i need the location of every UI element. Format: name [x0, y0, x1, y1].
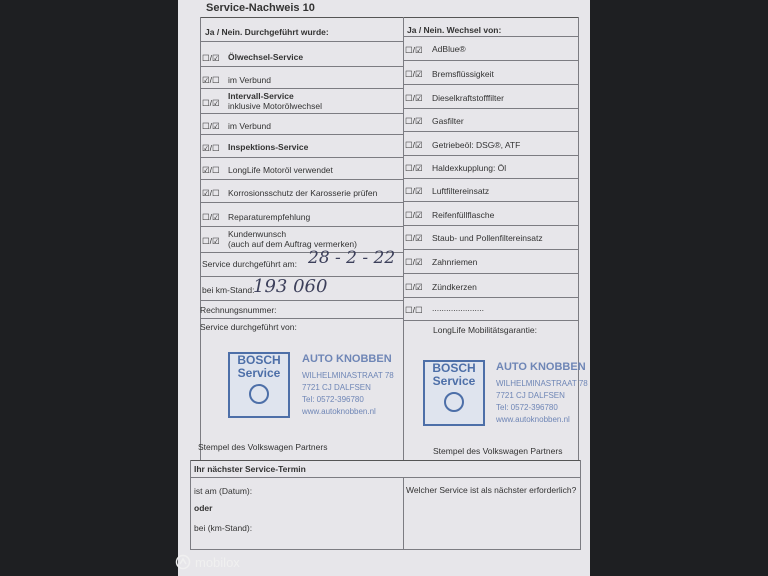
next-mileage-label: bei (km-Stand):: [194, 523, 253, 533]
timing-belt-label: Zahnriemen: [432, 257, 478, 267]
row-rule: [403, 297, 578, 298]
checkbox-yes-no[interactable]: ☐/☑: [202, 212, 220, 222]
or-label: oder: [194, 503, 213, 513]
inspection-service-label: Inspektions-Service: [228, 142, 309, 152]
next-service-question: Welcher Service ist als nächster erforderlich?: [406, 485, 577, 495]
checkbox-yes-no[interactable]: ☐/☑: [405, 163, 423, 173]
bosch-logo-text: BOSCH: [432, 361, 476, 375]
service-date-label: Service durchgeführt am:: [202, 259, 297, 269]
checkbox-yes-no[interactable]: ☐/☑: [405, 116, 423, 126]
dealer-website: www.autoknobben.nl: [496, 415, 570, 424]
dealer-street: WILHELMINASTRAAT 78: [302, 371, 394, 380]
air-filter-label: Luftfiltereinsatz: [432, 186, 490, 196]
row-rule: [403, 36, 578, 37]
section-border: [580, 460, 581, 550]
longlife-guarantee-label: LongLife Mobilitätsgarantie:: [433, 325, 537, 335]
checkbox-yes-no[interactable]: ☐/☑: [405, 233, 423, 243]
next-service-title: Ihr nächster Service-Termin: [194, 464, 306, 474]
bosch-logo-text: Service: [432, 374, 476, 388]
dealer-street: WILHELMINASTRAAT 78: [496, 379, 588, 388]
checkbox-yes-no[interactable]: ☐/☑: [405, 69, 423, 79]
left-border: [200, 17, 201, 460]
gas-filter-label: Gasfilter: [432, 116, 464, 126]
service-date-value[interactable]: 28 - 2 - 22: [308, 248, 396, 268]
next-date-label: ist am (Datum):: [194, 486, 253, 496]
checkbox-yes-no[interactable]: ☐/☑: [405, 93, 423, 103]
dealer-phone: Tel: 0572-396780: [496, 403, 558, 412]
checkbox-yes-no[interactable]: ☐/☑: [202, 53, 220, 63]
row-rule: [200, 202, 403, 203]
row-rule: [403, 273, 578, 274]
header-rule: [200, 17, 578, 18]
row-rule: [200, 157, 403, 158]
checkbox-yes-no[interactable]: ☐/☑: [202, 236, 220, 246]
checkbox-yes-no[interactable]: ☐/☑: [405, 140, 423, 150]
page-title: Service-Nachweis 10: [206, 2, 315, 14]
combined-label: im Verbund: [228, 121, 271, 131]
checkbox-yes-no[interactable]: ☐/☑: [202, 121, 220, 131]
longlife-oil-label: LongLife Motoröl verwendet: [228, 165, 333, 175]
checkbox-yes-no[interactable]: ☐/☑: [405, 257, 423, 267]
watermark-text: mobilox: [195, 554, 240, 570]
left-heading: Ja / Nein. Durchgeführt wurde:: [205, 27, 329, 37]
dealer-website: www.autoknobben.nl: [302, 407, 376, 416]
dealer-city: 7721 CJ DALFSEN: [496, 391, 565, 400]
oil-service-label: Ölwechsel-Service: [228, 52, 304, 62]
mileage-label: bei km-Stand:: [202, 285, 255, 295]
right-heading: Ja / Nein. Wechsel von:: [407, 25, 502, 35]
row-rule: [403, 320, 578, 321]
row-rule: [403, 131, 578, 132]
stamp-caption-left: Stempel des Volkswagen Partners: [198, 442, 328, 452]
section-rule: [190, 460, 580, 461]
interval-service-label: Intervall-Service: [228, 91, 294, 101]
brake-fluid-label: Bremsflüssigkeit: [432, 69, 494, 79]
bosch-armature-icon: [444, 392, 464, 412]
stamp-caption-right: Stempel des Volkswagen Partners: [433, 446, 563, 456]
repair-recommendation-label: Reparaturempfehlung: [228, 212, 311, 222]
section-border: [190, 460, 191, 550]
bosch-logo-text: BOSCH: [237, 353, 281, 367]
checkbox-yes-no[interactable]: ☐/☑: [405, 282, 423, 292]
gear-oil-label: Getriebeöl: DSG®, ATF: [432, 140, 521, 150]
row-rule: [403, 249, 578, 250]
checkbox-yes-no[interactable]: ☐/☐: [405, 305, 423, 315]
checkbox-yes-no[interactable]: ☐/☑: [405, 210, 423, 220]
interval-service-sub: inklusive Motorölwechsel: [228, 101, 323, 111]
row-rule: [403, 155, 578, 156]
row-rule: [403, 108, 578, 109]
invoice-number-label: Rechnungsnummer:: [200, 305, 277, 315]
checkbox-yes-no[interactable]: ☐/☑: [405, 186, 423, 196]
row-rule: [200, 318, 403, 319]
haldex-oil-label: Haldexkupplung: Öl: [432, 163, 507, 173]
row-rule: [403, 60, 578, 61]
row-rule: [200, 134, 403, 135]
bosch-logo-text: Service: [237, 366, 281, 380]
section-divider: [403, 477, 404, 550]
dealer-phone: Tel: 0572-396780: [302, 395, 364, 404]
spark-plugs-label: Zündkerzen: [432, 282, 477, 292]
section-rule: [190, 477, 580, 478]
custom-item-line[interactable]: ......................: [432, 303, 484, 313]
checkbox-yes-no[interactable]: ☑/☐: [202, 165, 220, 175]
row-rule: [200, 113, 403, 114]
row-rule: [403, 84, 578, 85]
checkbox-yes-no[interactable]: ☑/☐: [202, 188, 220, 198]
service-record-page: [178, 0, 590, 576]
checkbox-yes-no[interactable]: ☐/☑: [405, 45, 423, 55]
bosch-armature-icon: [249, 384, 269, 404]
performed-by-label: Service durchgeführt von:: [200, 322, 297, 332]
row-rule: [200, 88, 403, 89]
row-rule: [200, 179, 403, 180]
row-rule: [403, 201, 578, 202]
mileage-value[interactable]: 193 060: [253, 276, 328, 297]
checkbox-yes-no[interactable]: ☑/☐: [202, 75, 220, 85]
bosch-logo: [423, 360, 485, 426]
row-rule: [200, 226, 403, 227]
adblue-label: AdBlue®: [432, 44, 466, 54]
row-rule: [403, 225, 578, 226]
row-rule: [200, 300, 403, 301]
mobilox-logo-icon: [175, 554, 191, 570]
mobilox-watermark: [175, 554, 240, 570]
checkbox-yes-no[interactable]: ☐/☑: [202, 98, 220, 108]
diesel-filter-label: Dieselkraftstofffilter: [432, 93, 504, 103]
row-rule: [200, 41, 403, 42]
right-border: [578, 17, 579, 460]
bosch-logo: [228, 352, 290, 418]
dealer-city: 7721 CJ DALFSEN: [302, 383, 371, 392]
row-rule: [200, 66, 403, 67]
combined-label: im Verbund: [228, 75, 271, 85]
dealer-name: AUTO KNOBBEN: [496, 361, 586, 373]
dealer-name: AUTO KNOBBEN: [302, 353, 392, 365]
section-rule: [190, 549, 580, 550]
row-rule: [403, 178, 578, 179]
corrosion-check-label: Korrosionsschutz der Karosserie prüfen: [228, 188, 378, 198]
checkbox-yes-no[interactable]: ☑/☐: [202, 143, 220, 153]
tyre-sealant-label: Reifenfüllflasche: [432, 210, 495, 220]
customer-request-sub: (auch auf dem Auftrag vermerken): [228, 239, 357, 249]
customer-request-label: Kundenwunsch: [228, 229, 287, 239]
pollen-filter-label: Staub- und Pollenfiltereinsatz: [432, 233, 543, 243]
